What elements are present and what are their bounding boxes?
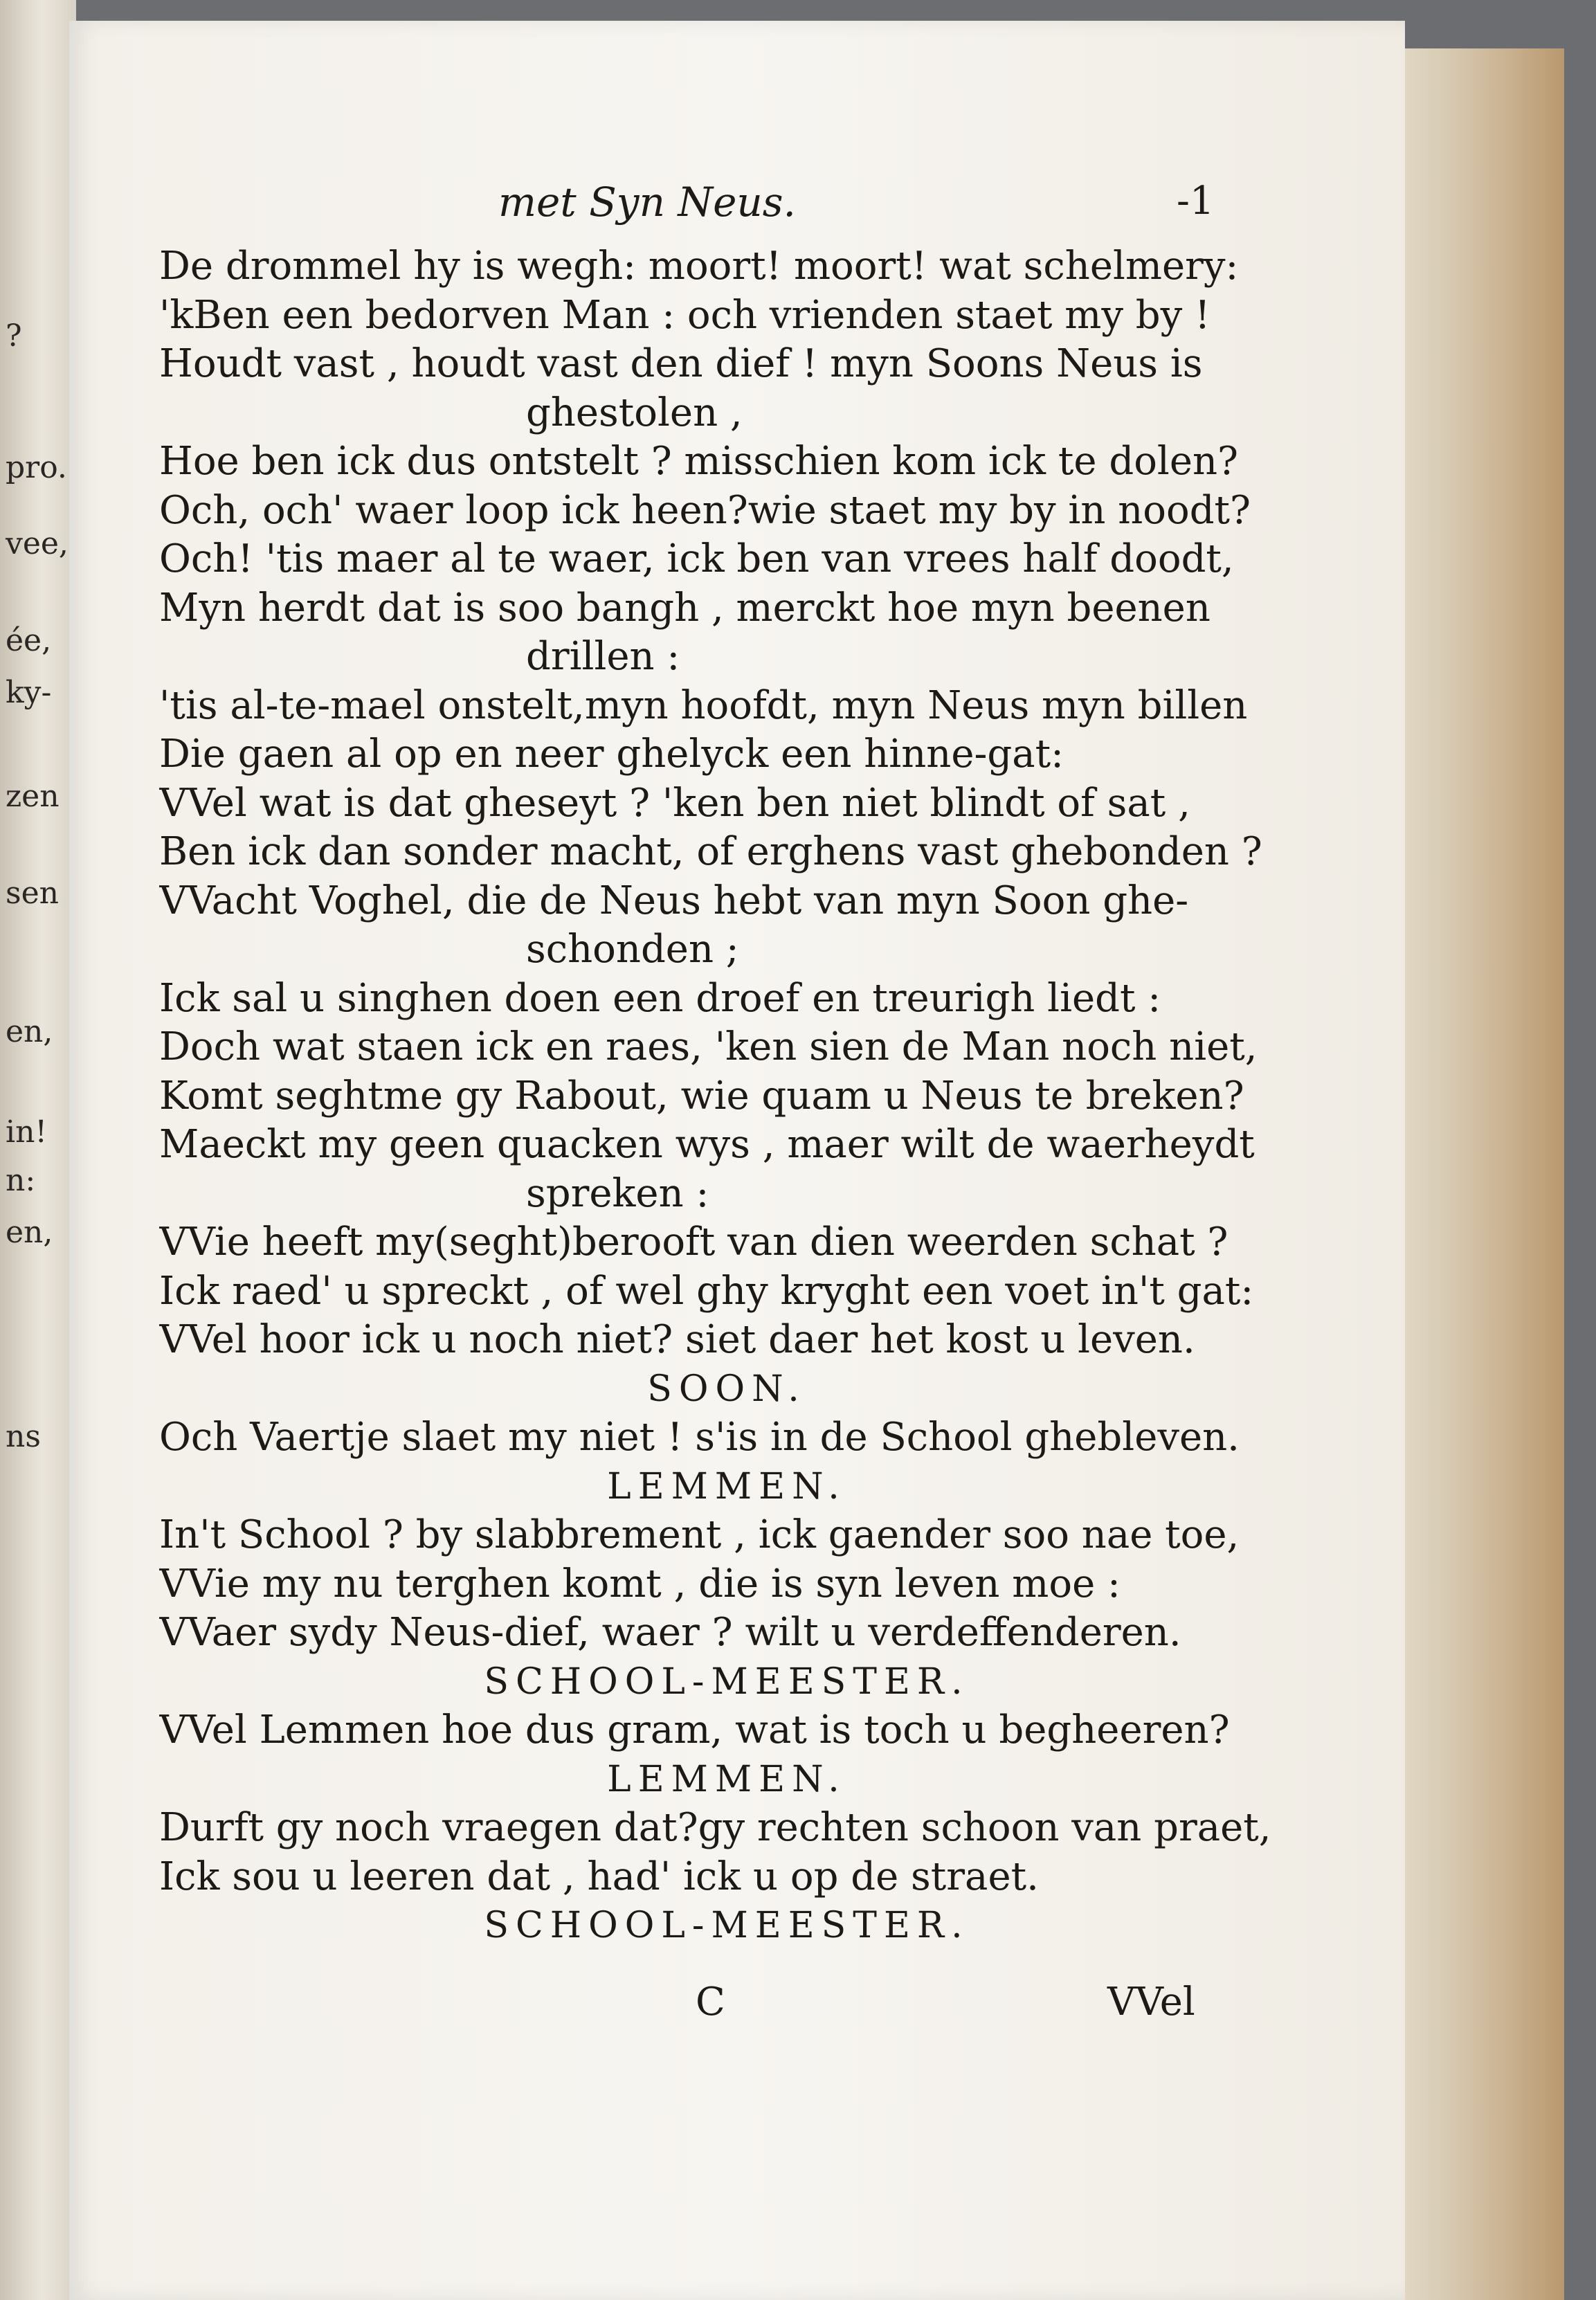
page-number: -1 — [1177, 179, 1215, 224]
verse-line: Houdt vast , houdt vast den dief ! myn Soons Neus is — [159, 341, 1203, 386]
verse-line: VVel Lemmen hoe dus gram, wat is toch u begheeren? — [159, 1708, 1230, 1753]
verse-line-continuation: spreken : — [526, 1170, 709, 1216]
facing-page-fragment: zen — [6, 779, 60, 814]
facing-page-fragment: sen — [6, 876, 59, 911]
page-footer — [69, 1980, 1405, 2035]
verse-line: Ben ick dan sonder macht, of erghens vast ghebonden ? — [159, 829, 1262, 874]
facing-page-fragment: pro. — [6, 450, 67, 485]
speaker-heading: SCHOOL-MEESTER. — [484, 1660, 970, 1703]
verse-line: 'kBen een bedorven Man : och vrienden staet my by ! — [159, 292, 1210, 338]
verse-text — [159, 242, 1294, 1950]
verse-line: Maeckt my geen quacken wys , maer wilt de waerheydt — [159, 1122, 1255, 1167]
book-page — [69, 21, 1405, 2300]
speaker-heading: SOON. — [647, 1368, 806, 1410]
facing-page-fragment: en, — [6, 1215, 53, 1250]
page-header — [69, 179, 1405, 241]
facing-page-fragment: ky- — [6, 675, 52, 710]
facing-page-fragment: in! — [6, 1114, 48, 1150]
verse-line: Komt seghtme gy Rabout, wie quam u Neus te breken? — [159, 1073, 1244, 1119]
verse-line: VVacht Voghel, die de Neus hebt van myn Soon ghe- — [159, 878, 1189, 923]
facing-page-fragment: ns — [6, 1419, 41, 1454]
facing-page-edge — [0, 0, 76, 2300]
speaker-heading: LEMMEN. — [607, 1758, 846, 1800]
verse-line: Die gaen al op en neer ghelyck een hinne-gat: — [159, 732, 1064, 777]
facing-page-fragment: ? — [6, 318, 22, 354]
running-title: met Syn Neus. — [498, 179, 796, 226]
catchword: VVel — [1107, 1980, 1195, 2025]
verse-line: Ick raed' u spreckt , of wel ghy kryght een voet in't gat: — [159, 1268, 1254, 1314]
verse-line: De drommel hy is wegh: moort! moort! wat schelmery: — [159, 244, 1239, 289]
verse-line: Ick sal u singhen doen een droef en treurigh liedt : — [159, 975, 1161, 1021]
verse-line: Ick sou u leeren dat , had' ick u op de straet. — [159, 1854, 1039, 1899]
verse-line: VVie heeft my(seght)berooft van dien weerden schat ? — [159, 1220, 1228, 1265]
facing-page-fragment: en, — [6, 1014, 53, 1049]
verse-line: Och! 'tis maer al te waer, ick ben van vrees half doodt, — [159, 536, 1234, 581]
verse-line: 'tis al-te-mael onstelt,myn hoofdt, myn Neus myn billen — [159, 682, 1248, 728]
verse-line-continuation: schonden ; — [526, 927, 739, 972]
speaker-heading: SCHOOL-MEESTER. — [484, 1905, 970, 1946]
verse-line: In't School ? by slabbrement , ick gaender soo nae toe, — [159, 1512, 1240, 1557]
verse-line: Och, och' waer loop ick heen?wie staet my by in noodt? — [159, 487, 1251, 533]
speaker-heading: LEMMEN. — [607, 1465, 846, 1507]
verse-line: VVel wat is dat gheseyt ? 'ken ben niet blindt of sat , — [159, 780, 1190, 826]
verse-line: Myn herdt dat is soo bangh , merckt hoe myn beenen — [159, 585, 1210, 631]
verse-line: Doch wat staen ick en raes, 'ken sien de Man noch niet, — [159, 1024, 1258, 1069]
verse-line-continuation: drillen : — [526, 634, 680, 679]
verse-line: Hoe ben ick dus ontstelt ? misschien kom ick te dolen? — [159, 439, 1239, 484]
verse-line: VVel hoor ick u noch niet? siet daer het kost u leven. — [159, 1317, 1195, 1362]
facing-page-fragment: vee, — [6, 526, 69, 561]
verse-line: VVaer sydy Neus-dief, waer ? wilt u verdeffenderen. — [159, 1610, 1181, 1655]
verse-line: VVie my nu terghen komt , die is syn leven moe : — [159, 1561, 1121, 1606]
signature-mark: C — [696, 1980, 725, 2025]
verse-line: Och Vaertje slaet my niet ! s'is in de School ghebleven. — [159, 1415, 1240, 1460]
facing-page-fragment: n: — [6, 1163, 36, 1198]
verse-line: Durft gy noch vraegen dat?gy rechten schoon van praet, — [159, 1805, 1271, 1850]
verse-line-continuation: ghestolen , — [526, 390, 743, 435]
facing-page-fragment: ée, — [6, 623, 52, 658]
